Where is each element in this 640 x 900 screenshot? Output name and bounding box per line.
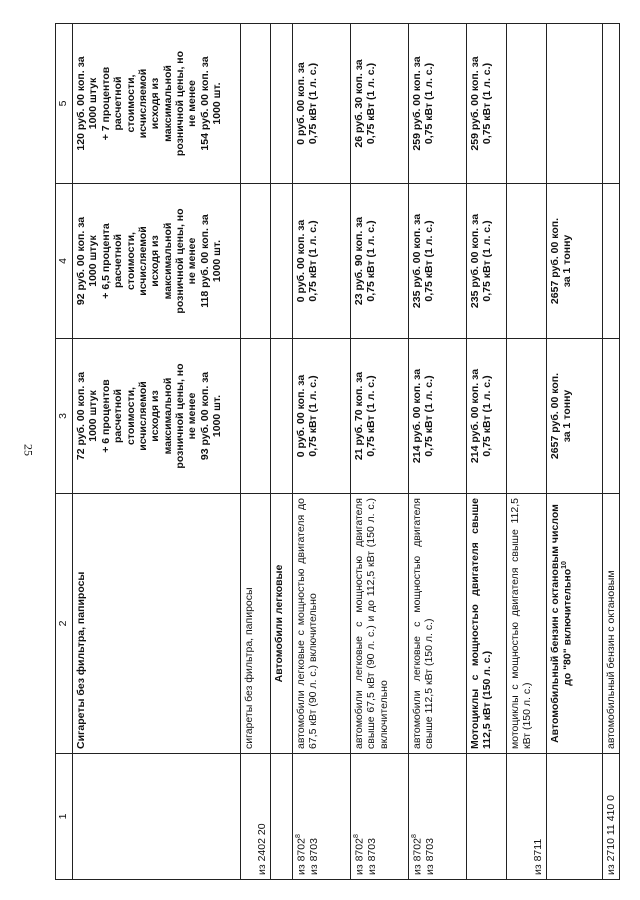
table-row [271,24,293,880]
rate-cell-c3 [271,339,293,494]
product-name: Мотоциклы с мощностью двигателя свыше 112,5 кВт (150 л. с.) [469,498,494,749]
rate-cell-c3: 214 руб. 00 коп. за 0,75 кВт (1 л. с.) [467,339,507,494]
code-cell [241,754,271,880]
table-body [73,24,620,880]
column-number: 4 [56,184,73,339]
rate-cell-c4 [603,184,620,339]
name-cell [467,494,507,754]
product-name: автомобили легковые с мощностью двигателя свыше 112,5 кВт (150 л. с.) [411,498,436,749]
rate-cell-c5: 0 руб. 00 коп. за 0,75 кВт (1 л. с.) [293,24,351,184]
footnote-marker: 8 [411,834,418,839]
product-name: Автомобильный бензин с октановым числом до "80" включительно$^{10}$ [549,504,574,743]
code-cell [467,754,507,880]
name-cell [293,494,351,754]
code-cell [409,754,467,880]
table-row [467,24,507,880]
code-cell [271,754,293,880]
name-cell [409,494,467,754]
code-cell [293,754,351,880]
code-text: из 2710 11 410 0 [605,795,617,875]
rate-cell-c5: 259 руб. 00 коп. за 0,75 кВт (1 л. с.) [409,24,467,184]
rate-cell-c4 [271,184,293,339]
column-number: 1 [56,754,73,880]
code-cell [507,754,547,880]
code-text: из 8703 [423,838,436,875]
rate-cell-c3: 72 руб. 00 коп. за 1000 штук + 6 процентов расчетной стоимости, исчисляемой исходя из максимальной розничной цены, но не менее 93 руб. 00 коп. за 1000 шт. [73,339,241,494]
rate-cell-c5 [507,24,547,184]
column-number: 2 [56,494,73,754]
rate-cell-c3 [241,339,271,494]
code-text: из 8703 [307,838,320,875]
product-name: автомобильный бензин с октановым [605,570,617,749]
code-text: из 8702 [353,838,366,875]
table-row [73,24,241,880]
table-row [547,24,603,880]
name-cell [241,494,271,754]
excise-rates-table [55,23,620,880]
rate-cell-c3: 2657 руб. 00 коп. за 1 тонну [547,339,603,494]
name-cell [271,494,293,754]
code-cell [547,754,603,880]
rate-cell-c3: 0 руб. 00 коп. за 0,75 кВт (1 л. с.) [293,339,351,494]
rate-cell-c4 [507,184,547,339]
table-row [351,24,409,880]
rate-cell-c5: 120 руб. 00 коп. за 1000 штук + 7 процентов расчетной стоимости, исчисляемой исходя из максимальной розничной цены, но не менее 154 руб. 00 коп. за 1000 шт. [73,24,241,184]
code-cell [603,754,620,880]
column-number: 5 [56,24,73,184]
rate-cell-c3 [507,339,547,494]
rate-cell-c5 [241,24,271,184]
column-number: 3 [56,339,73,494]
code-text: из 2402 20 [255,823,268,875]
rate-cell-c4 [241,184,271,339]
rate-cell-c5: 26 руб. 30 коп. за 0,75 кВт (1 л. с.) [351,24,409,184]
code-text: из 8711 [531,838,544,875]
table-row [409,24,467,880]
rate-cell-c3 [603,339,620,494]
product-name: Сигареты без фильтра, папиросы [75,571,87,749]
product-name: Автомобили легковые [273,564,285,683]
table-row [603,24,620,880]
code-cell [73,754,241,880]
name-cell [73,494,241,754]
name-cell [603,494,620,754]
name-cell [507,494,547,754]
rate-cell-c5 [547,24,603,184]
rate-cell-c4: 23 руб. 90 коп. за 0,75 кВт (1 л. с.) [351,184,409,339]
name-cell [351,494,409,754]
footnote-marker: 8 [295,834,302,839]
rate-cell-c5 [603,24,620,184]
rotated-page [55,24,617,880]
rate-cell-c4: 235 руб. 00 коп. за 0,75 кВт (1 л. с.) [409,184,467,339]
product-name: сигареты без фильтра, папиросы [243,587,255,749]
table-row [241,24,271,880]
footnote-marker: 10 [561,561,569,569]
table-row [293,24,351,880]
rate-cell-c5 [271,24,293,184]
code-text: из 8702 [411,838,424,875]
rate-cell-c3: 214 руб. 00 коп. за 0,75 кВт (1 л. с.) [409,339,467,494]
code-cell [351,754,409,880]
code-text: из 8703 [365,838,378,875]
product-name: автомобили легковые с мощностью двигателя свыше 67,5 кВт (90 л. с.) и до 112,5 кВт (150 л. с.) включительно [353,498,390,749]
rate-cell-c4: 235 руб. 00 коп. за 0,75 кВт (1 л. с.) [467,184,507,339]
rate-cell-c4: 92 руб. 00 коп. за 1000 штук + 6,5 процента расчетной стоимости, исчисляемой исходя из максимальной розничной цены, но не менее 118 руб. 00 коп. за 1000 шт. [73,184,241,339]
table-row [507,24,547,880]
code-text: из 8702 [295,838,308,875]
name-cell [547,494,603,754]
footnote-marker: 8 [353,834,360,839]
product-name: мотоциклы с мощностью двигателя свыше 112,5 кВт (150 л. с.) [509,498,534,749]
column-number-row [56,24,73,880]
product-name: автомобили легковые с мощностью двигателя до 67,5 кВт (90 л. с.) включительно [295,498,320,749]
page-number: 25 [21,444,36,456]
rate-cell-c4: 2657 руб. 00 коп. за 1 тонну [547,184,603,339]
rate-cell-c3: 21 руб. 70 коп. за 0,75 кВт (1 л. с.) [351,339,409,494]
rate-cell-c5: 259 руб. 00 коп. за 0,75 кВт (1 л. с.) [467,24,507,184]
rate-cell-c4: 0 руб. 00 коп. за 0,75 кВт (1 л. с.) [293,184,351,339]
